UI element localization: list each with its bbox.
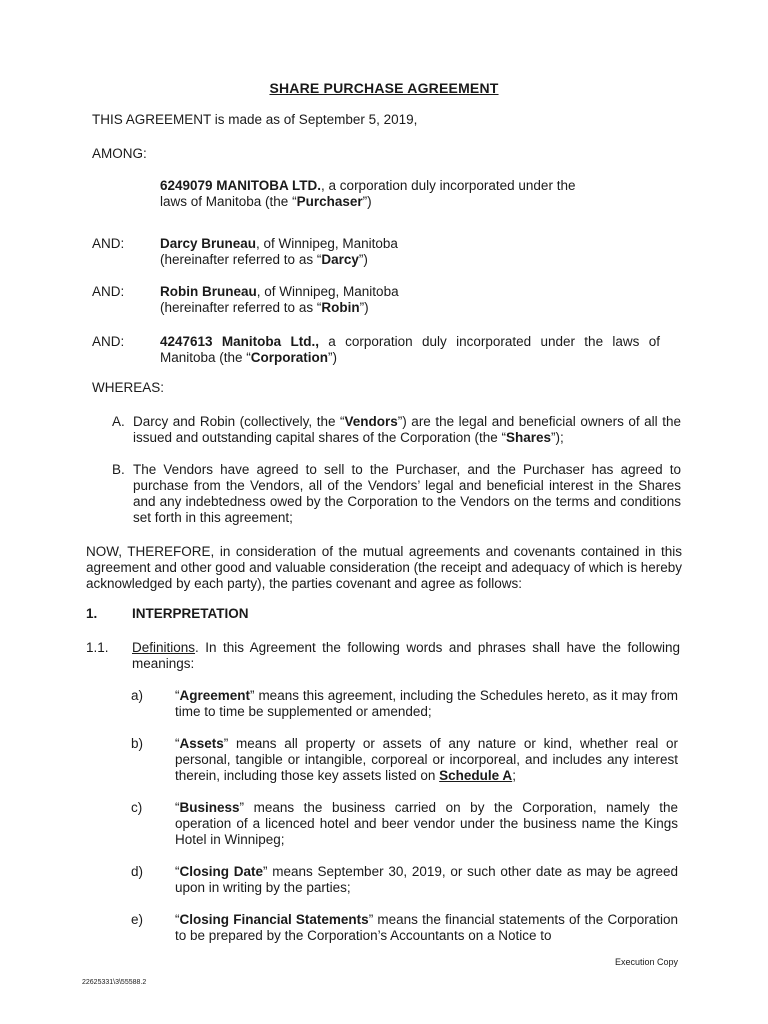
party-darcy xyxy=(160,236,600,268)
schedule-reference: Schedule A xyxy=(439,768,513,783)
party-name: 6249079 MANITOBA LTD. xyxy=(160,178,322,193)
party-pre: (hereinafter referred to as “ xyxy=(160,252,322,267)
recital-label: A. xyxy=(112,414,125,429)
definition-label: c) xyxy=(131,800,143,815)
party-desc: , a corporation duly incorporated under the laws of Manitoba (the “ xyxy=(160,178,576,209)
definition-agreement: “Agreement” means this agreement, including the Schedules hereto, as it may from time to time be supplemented or amended; xyxy=(175,688,678,719)
definition-label: e) xyxy=(131,912,144,927)
recital-text: ”) are the legal and beneficial owners of all the issued and outstanding capital shares of the Corporation (the “ xyxy=(133,414,681,445)
recital-text: ”); xyxy=(551,430,564,445)
subsection-number: 1.1. xyxy=(86,640,109,655)
section-number: 1. xyxy=(86,606,98,621)
party-robin xyxy=(160,284,600,316)
defined-term: Corporation xyxy=(250,350,329,365)
definition-label: a) xyxy=(131,688,144,703)
subsection-heading: Definitions xyxy=(132,640,196,655)
subsection-text: . In this Agreement the following words and phrases shall have the following meanings: xyxy=(132,640,680,671)
definition-business: “Business” means the business carried on by the Corporation, namely the operation of a licenced hotel and beer vendor under the business name the Kings Hotel in Winnipeg; xyxy=(175,800,678,847)
definition-text: means the business carried on by the Corporation, namely the operation of a licenced hotel and beer vendor under the business name the Kings Hotel in Winnipeg; xyxy=(175,800,678,847)
now-therefore: NOW, THEREFORE, in consideration of the mutual agreements and covenants contained in this agreement and other good and valuable consideration (the receipt and adequacy of which is hereby acknowledged by each party), the parties covenant and agree as follows: xyxy=(86,544,682,591)
and-label: AND: xyxy=(92,236,125,251)
definition-end: ; xyxy=(512,768,516,783)
and-label: AND: xyxy=(92,334,125,349)
party-name: Darcy Bruneau xyxy=(160,236,257,251)
definition-closing-financial-statements: “Closing Financial Statements” means the financial statements of the Corporation to be prepared by the Corporation’s Accountants on a Notice to xyxy=(175,912,678,943)
party-pre: (hereinafter referred to as “ xyxy=(160,300,322,315)
party-name: Robin Bruneau xyxy=(160,284,257,299)
party-corporation xyxy=(160,334,660,366)
recital-b: The Vendors have agreed to sell to the Purchaser, and the Purchaser has agreed to purchase from the Vendors, all of the Vendors’ legal and beneficial interest in the Shares and any indebtedness owed by the Corporation to the Vendors on the terms and conditions set forth in this agreement; xyxy=(133,462,681,525)
definition-assets: “Assets” means all property or assets of any nature or kind, whether real or personal, tangible or intangible, corporeal or incorporeal, and includes any interest therein, including those key assets listed on Schedule A; xyxy=(175,736,678,783)
party-close: ”) xyxy=(359,300,369,315)
definition-label: d) xyxy=(131,864,144,879)
recital-label: B. xyxy=(112,462,125,477)
party-name: 4247613 Manitoba Ltd., xyxy=(160,334,319,349)
among-label: AMONG: xyxy=(92,146,147,161)
defined-term: Purchaser xyxy=(296,194,363,209)
execution-copy-label: Execution Copy xyxy=(614,957,678,967)
party-close: ”) xyxy=(362,194,372,209)
party-desc: a corporation duly incorporated under the laws of Manitoba (the “ xyxy=(160,334,660,365)
definition-text: means September 30, 2019, or such other date as may be agreed upon in writing by the parties; xyxy=(175,864,678,895)
defined-term: Closing Date xyxy=(179,864,264,879)
recital-a xyxy=(133,414,681,446)
party-purchaser xyxy=(160,178,600,210)
page-title: SHARE PURCHASE AGREEMENT xyxy=(269,80,499,96)
defined-term: Assets xyxy=(179,736,224,751)
definition-text: means the financial statements of the Corporation to be prepared by the Corporation’s Accountants on a Notice to xyxy=(175,912,678,943)
defined-term: Shares xyxy=(505,430,552,445)
defined-term: Business xyxy=(179,800,240,815)
party-close: ”) xyxy=(328,350,338,365)
defined-term: Agreement xyxy=(179,688,251,703)
definitions-intro xyxy=(132,640,680,672)
recital-text: Darcy and Robin (collectively, the “ xyxy=(133,414,345,429)
party-close: ”) xyxy=(358,252,368,267)
whereas-label: WHEREAS: xyxy=(92,380,165,395)
definition-text: means this agreement, including the Schedules hereto, as it may from time to time be supplemented or amended; xyxy=(175,688,678,719)
defined-term: Darcy xyxy=(321,252,359,267)
agreement-intro: THIS AGREEMENT is made as of September 5, 2019, xyxy=(92,112,418,127)
and-label: AND: xyxy=(92,284,125,299)
party-desc: , of Winnipeg, Manitoba xyxy=(256,284,399,299)
defined-term: Robin xyxy=(321,300,360,315)
section-title: INTERPRETATION xyxy=(132,606,249,621)
definition-label: b) xyxy=(131,736,144,751)
definition-text: means all property or assets of any nature or kind, whether real or personal, tangible or intangible, corporeal or incorporeal, and includes any interest therein, including those key assets listed on xyxy=(175,736,678,783)
party-desc: , of Winnipeg, Manitoba xyxy=(256,236,398,251)
document-id: 22625331\3\55588.2 xyxy=(82,979,147,986)
definition-closing-date: “Closing Date” means September 30, 2019, or such other date as may be agreed upon in writing by the parties; xyxy=(175,864,678,895)
defined-term: Closing Financial Statements xyxy=(179,912,369,927)
defined-term: Vendors xyxy=(344,414,398,429)
